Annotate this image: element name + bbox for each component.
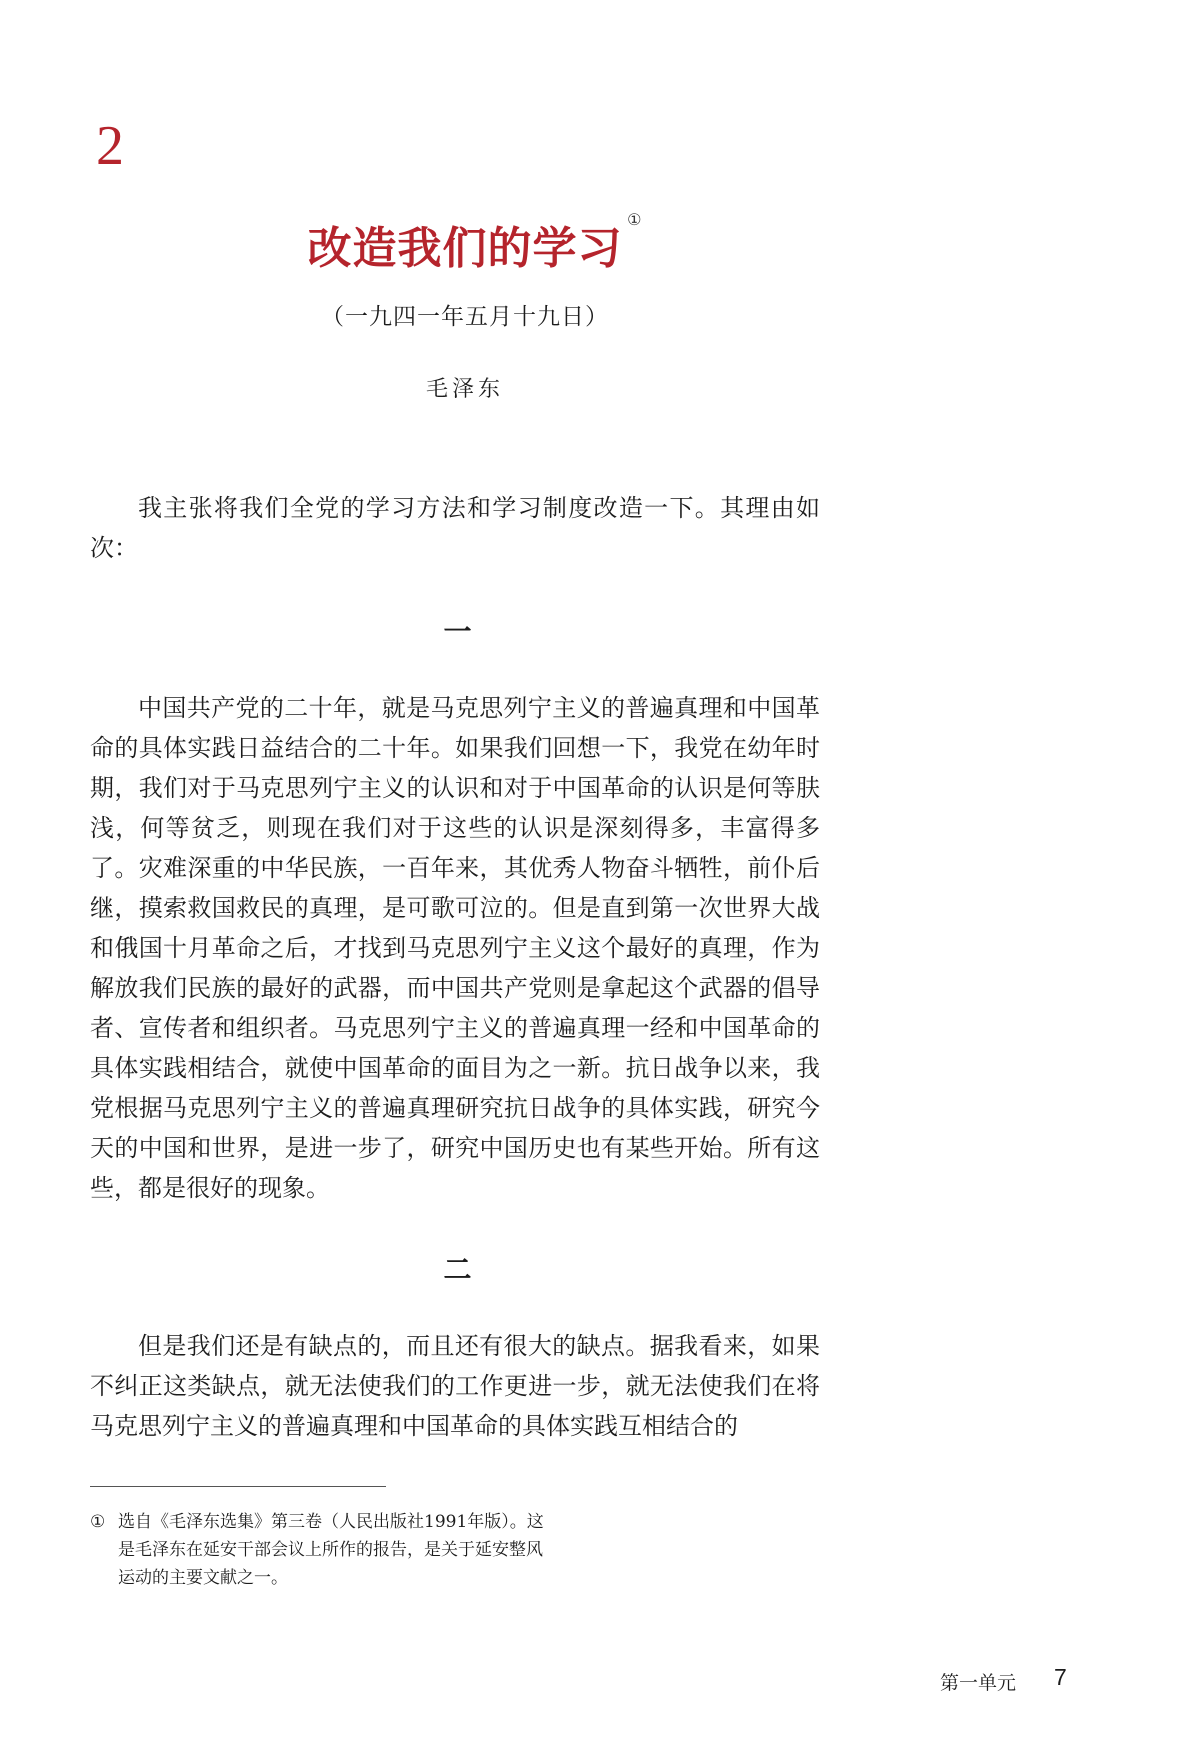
page-number: 7 <box>1054 1664 1067 1690</box>
footnote-text: 选自《毛泽东选集》第三卷（人民出版社1991年版）。这是毛泽东在延安干部会议上所作的报告，是关于延安整风运动的主要文献之一。 <box>118 1512 544 1588</box>
section-1-paragraph: 中国共产党的二十年，就是马克思列宁主义的普遍真理和中国革命的具体实践日益结合的二十年。如果我们回想一下，我党在幼年时期，我们对于马克思列宁主义的认识和对于中国革命的认识是何等肤浅，何等贫乏，则现在我们对于这些的认识是深刻得多，丰富得多了。灾难深重的中华民族，一百年来，其优秀人物奋斗牺牲，前仆后继，摸索救国救民的真理，是可歌可泣的。但是直到第一次世界大战和俄国十月革命之后，才找到马克思列宁主义这个最好的真理，作为解放我们民族的最好的武器，而中国共产党则是拿起这个武器的倡导者、宣传者和组织者。马克思列宁主义的普遍真理一经和中国革命的具体实践相结合，就使中国革命的面目为之一新。抗日战争以来，我党根据马克思列宁主义的普遍真理研究抗日战争的具体实践，研究今天的中国和世界，是进一步了，研究中国历史也有某些开始。所有这些，都是很好的现象。 <box>90 694 820 1202</box>
article-title <box>307 210 643 276</box>
title-footnote-mark: ① <box>627 210 643 229</box>
article-title-text: 改造我们的学习 <box>307 223 623 274</box>
section-2-paragraph: 但是我们还是有缺点的，而且还有很大的缺点。据我看来，如果不纠正这类缺点，就无法使我们的工作更进一步，就无法使我们在将马克思列宁主义的普遍真理和中国革命的具体实践互相结合的 <box>90 1332 820 1440</box>
section-heading-1: 一 <box>443 615 472 648</box>
title-block <box>0 212 930 276</box>
footer-unit-label: 第一单元 <box>940 1672 1017 1694</box>
lesson-number: 2 <box>96 115 124 177</box>
footnote <box>90 1508 550 1592</box>
footnote-mark: ① <box>90 1512 106 1532</box>
article-date: （一九四一年五月十九日） <box>321 304 609 330</box>
intro-paragraph: 我主张将我们全党的学习方法和学习制度改造一下。其理由如次： <box>90 494 820 562</box>
footnote-divider <box>90 1486 386 1487</box>
article-author: 毛泽东 <box>425 377 504 402</box>
section-heading-2: 二 <box>443 1253 472 1286</box>
